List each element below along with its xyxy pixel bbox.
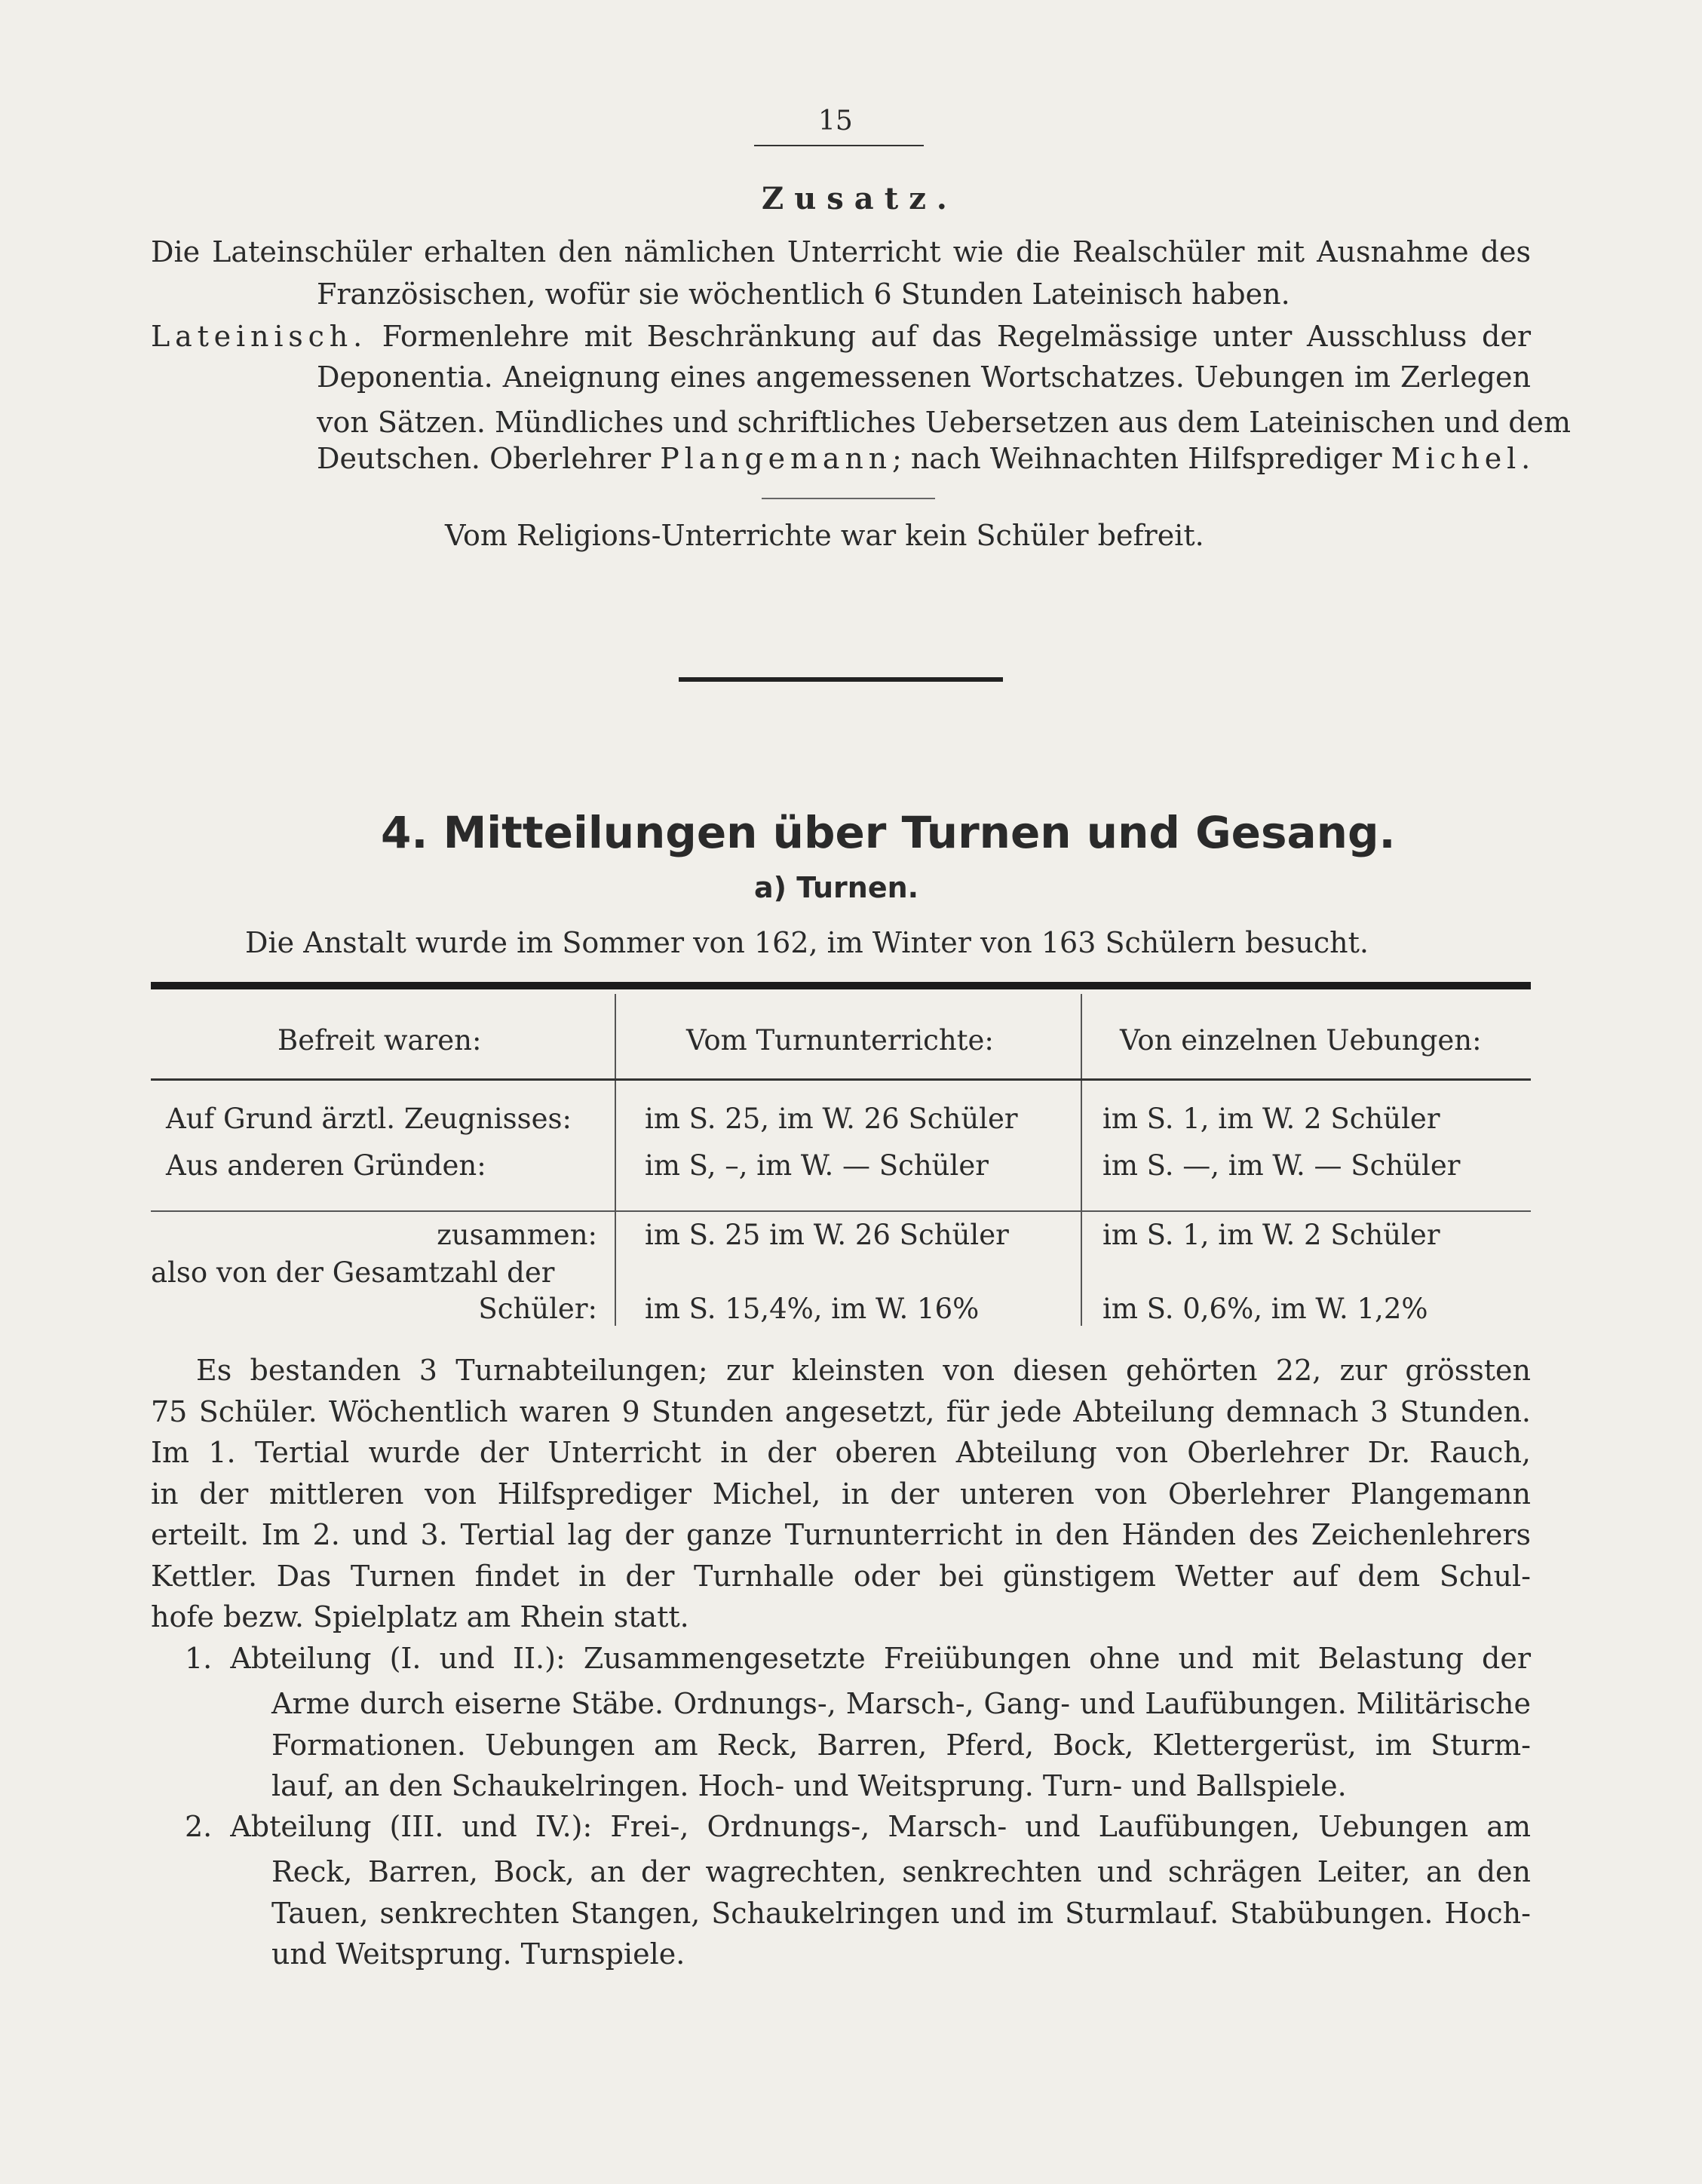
- table-header-turn: Vom Turnunterrichte:: [686, 1024, 994, 1057]
- table-body-rule: [151, 1210, 1531, 1212]
- division-2-first: 2. Abteilung (III. und IV.): Frei-, Ordnungs-, Marsch- und Laufübungen, Uebungen am: [185, 1810, 1531, 1843]
- attendance-line: Die Anstalt wurde im Sommer von 162, im Winter von 163 Schülern besucht.: [245, 926, 1369, 959]
- page-number-rule: [754, 145, 924, 146]
- latin-line-2: Deponentia. Aneignung eines angemessenen Wortschatzes. Uebungen im Zerlegen: [317, 360, 1531, 394]
- zusatz-intro-line-1: Die Lateinschüler erhalten den nämlichen Unterricht wie die Realschüler mit Ausnahme des: [151, 235, 1531, 268]
- zusatz-heading: Zusatz.: [762, 181, 958, 216]
- division-2-item: [185, 1810, 1531, 1843]
- table-cell: im S. 1, im W. 2 Schüler: [1102, 1103, 1440, 1135]
- latin-first-line: Formenlehre mit Beschränkung auf das Regelmässige unter Ausschluss der: [382, 320, 1531, 353]
- turn-line-5: erteilt. Im 2. und 3. Tertial lag der ganze Turnunterricht in den Händen des Zeichenlehrers: [151, 1518, 1531, 1551]
- teacher-michel: Michel.: [1391, 442, 1536, 475]
- division-2-line-3: Tauen, senkrechten Stangen, Schaukelringen und im Sturmlauf. Stabübungen. Hoch-: [271, 1896, 1531, 1930]
- turn-line-2: 75 Schüler. Wöchentlich waren 9 Stunden angesetzt, für jede Abteilung demnach 3 Stunden.: [151, 1394, 1531, 1428]
- table-cell: im S, –, im W. — Schüler: [645, 1149, 989, 1182]
- table-row-label: Auf Grund ärztl. Zeugnisses:: [166, 1103, 572, 1135]
- turn-paragraph: [151, 1350, 1531, 1638]
- short-divider: [762, 498, 935, 499]
- zusatz-intro-line-2: Französischen, wofür sie wöchentlich 6 Stunden Lateinisch haben.: [317, 278, 1290, 311]
- table-row-label: Aus anderen Gründen:: [166, 1149, 486, 1182]
- division-1-cont: [271, 1683, 1531, 1807]
- division-2-line-2: Reck, Barren, Bock, an der wagrechten, senkrechten und schrägen Leiter, an den: [271, 1855, 1531, 1888]
- table-pct-turn: im S. 15,4%, im W. 16%: [645, 1293, 980, 1325]
- section-divider: [679, 677, 1003, 682]
- table-pct-einzel: im S. 0,6%, im W. 1,2%: [1102, 1293, 1428, 1325]
- table-cell: im S. 25, im W. 26 Schüler: [645, 1103, 1018, 1135]
- latin-line-4: [317, 442, 1536, 475]
- table-pct-label-1: also von der Gesamtzahl der: [151, 1256, 555, 1289]
- table-top-rule: [151, 982, 1531, 989]
- table-cell: im S. —, im W. — Schüler: [1102, 1149, 1461, 1182]
- division-2-cont: [271, 1851, 1531, 1975]
- table-total-label: zusammen:: [437, 1219, 597, 1251]
- table-pct-label-2: Schüler:: [478, 1293, 597, 1325]
- division-1-line-4: lauf, an den Schaukelringen. Hoch- und Weitsprung. Turn- und Ballspiele.: [271, 1769, 1347, 1802]
- turn-line-4: in der mittleren von Hilfsprediger Michel, in der unteren von Oberlehrer Plangemann: [151, 1477, 1531, 1511]
- division-1-item: [185, 1642, 1531, 1675]
- religion-note: Vom Religions-Unterrichte war kein Schüler befreit.: [445, 519, 1204, 552]
- latin-paragraph-first: [151, 320, 1531, 353]
- division-1-first: 1. Abteilung (I. und II.): Zusammengesetzte Freiübungen ohne und mit Belastung der: [185, 1642, 1531, 1675]
- division-1-line-3: Formationen. Uebungen am Reck, Barren, Pferd, Bock, Klettergerüst, im Sturm-: [271, 1728, 1531, 1762]
- turn-line-6: Kettler. Das Turnen findet in der Turnhalle oder bei günstigem Wetter auf dem Schul-: [151, 1559, 1531, 1593]
- turn-line-1: Es bestanden 3 Turnabteilungen; zur kleinsten von diesen gehörten 22, zur grössten: [196, 1354, 1531, 1387]
- table-total-einzel: im S. 1, im W. 2 Schüler: [1102, 1219, 1440, 1251]
- zusatz-intro: [151, 235, 1531, 268]
- table-total-turn: im S. 25 im W. 26 Schüler: [645, 1219, 1009, 1251]
- latin-paragraph-lines: [317, 360, 1572, 439]
- page-number: 15: [818, 106, 853, 136]
- table-col-rule-1: [615, 994, 616, 1326]
- division-2-line-4: und Weitsprung. Turnspiele.: [271, 1937, 685, 1971]
- latin-last-a: Deutschen. Oberlehrer: [317, 442, 652, 475]
- section-subtitle: a) Turnen.: [754, 871, 919, 904]
- teacher-plangemann: Plangemann: [660, 442, 892, 475]
- section-title: 4. Mitteilungen über Turnen und Gesang.: [381, 807, 1396, 858]
- turn-line-3: Im 1. Tertial wurde der Unterricht in der oberen Abteilung von Oberlehrer Dr. Rauch,: [151, 1436, 1531, 1469]
- latin-label: Lateinisch.: [151, 320, 368, 353]
- table-header-einzel: Von einzelnen Uebungen:: [1120, 1024, 1482, 1057]
- table-header-befreit: Befreit waren:: [278, 1024, 482, 1057]
- latin-last-b: ; nach Weihnachten Hilfsprediger: [891, 442, 1382, 475]
- division-1-line-2: Arme durch eiserne Stäbe. Ordnungs-, Marsch-, Gang- und Laufübungen. Militärische: [271, 1687, 1531, 1720]
- turn-line-7: hofe bezw. Spielplatz am Rhein statt.: [151, 1600, 689, 1633]
- latin-line-3: von Sätzen. Mündliches und schriftliches Uebersetzen aus dem Lateinischen und dem: [317, 406, 1572, 439]
- table-col-rule-2: [1081, 994, 1082, 1326]
- table-header-rule: [151, 1078, 1531, 1081]
